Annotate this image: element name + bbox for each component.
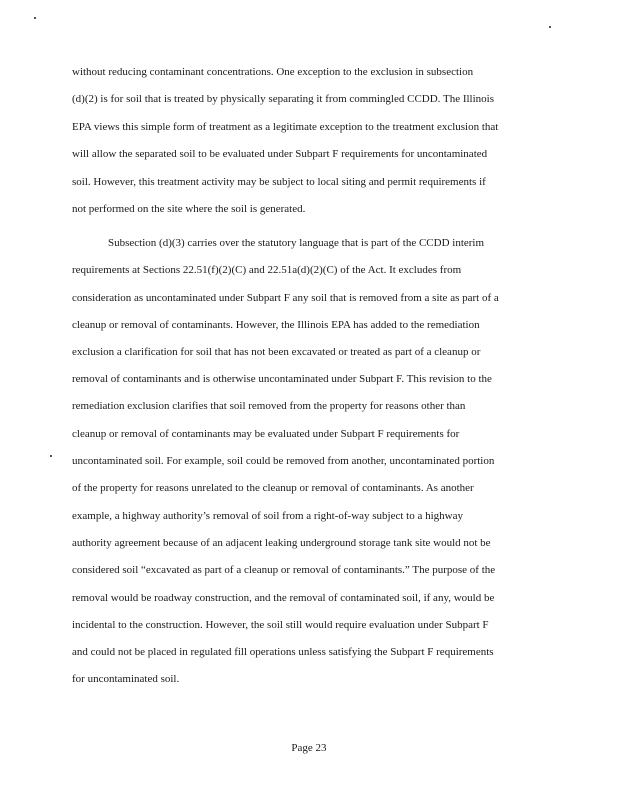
scan-speck-left-margin <box>50 455 52 457</box>
text-line: of the property for reasons unrelated to the cleanup or removal of contaminants. As another <box>72 482 474 494</box>
text-line: uncontaminated soil. For example, soil could be removed from another, uncontaminated portion <box>72 455 495 467</box>
text-line: authority agreement because of an adjacent leaking underground storage tank site would not be <box>72 537 491 549</box>
text-line: remediation exclusion clarifies that soil removed from the property for reasons other than <box>72 400 466 412</box>
scan-speck-top-right <box>549 26 551 28</box>
text-line: cleanup or removal of contaminants may be evaluated under Subpart F requirements for <box>72 428 460 440</box>
text-line: exclusion a clarification for soil that has not been excavated or treated as part of a cleanup or <box>72 346 481 358</box>
text-line: not performed on the site where the soil is generated. <box>72 203 306 215</box>
text-line: considered soil “excavated as part of a cleanup or removal of contaminants.” The purpose of the <box>72 564 496 576</box>
text-line: requirements at Sections 22.51(f)(2)(C) and 22.51a(d)(2)(C) of the Act. It excludes from <box>72 264 462 276</box>
text-line: Subsection (d)(3) carries over the statutory language that is part of the CCDD interim <box>108 237 485 249</box>
text-line: cleanup or removal of contaminants. However, the Illinois EPA has added to the remediation <box>72 319 480 331</box>
text-line: removal of contaminants and is otherwise uncontaminated under Subpart F. This revision to the <box>72 373 492 385</box>
text-line: (d)(2) is for soil that is treated by physically separating it from commingled CCDD. The Illinois <box>72 93 494 105</box>
text-line: EPA views this simple form of treatment as a legitimate exception to the treatment exclusion that <box>72 121 499 133</box>
text-line: example, a highway authority’s removal of soil from a right-of-way subject to a highway <box>72 510 464 522</box>
text-line: for uncontaminated soil. <box>72 673 180 685</box>
text-line: soil. However, this treatment activity may be subject to local siting and permit requirements if <box>72 176 486 188</box>
text-line: without reducing contaminant concentrations. One exception to the exclusion in subsection <box>72 66 474 78</box>
text-line: will allow the separated soil to be evaluated under Subpart F requirements for uncontaminated <box>72 148 488 160</box>
text-line: incidental to the construction. However, the soil still would require evaluation under Subpart F <box>72 619 489 631</box>
scan-speck-top-left <box>34 17 36 19</box>
text-line: removal would be roadway construction, and the removal of contaminated soil, if any, would be <box>72 592 495 604</box>
page-number: Page 23 <box>291 742 327 754</box>
text-line: consideration as uncontaminated under Subpart F any soil that is removed from a site as part of a <box>72 292 499 304</box>
text-line: and could not be placed in regulated fill operations unless satisfying the Subpart F requirements <box>72 646 494 658</box>
